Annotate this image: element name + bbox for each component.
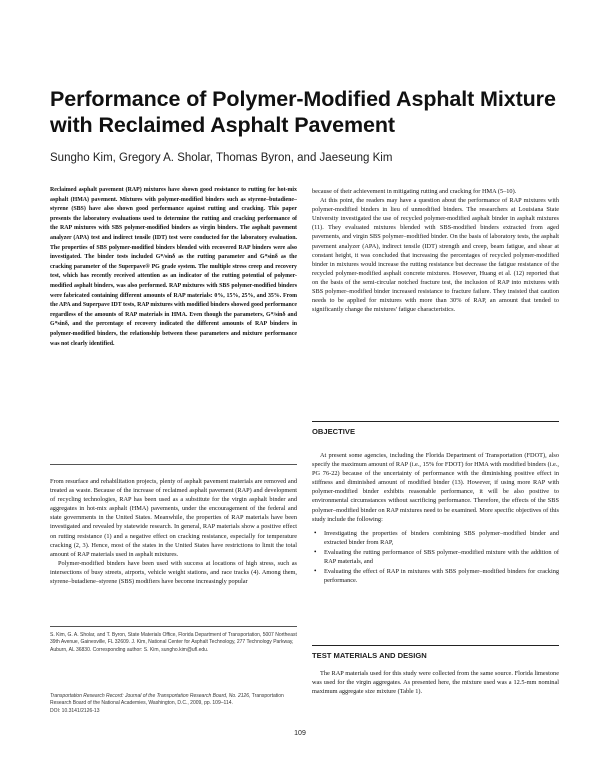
section-heading-objective: OBJECTIVE: [312, 427, 356, 436]
list-item: • Investigating the properties of binders combining SBS polymer–modified binder and extracted binder from RAP,: [314, 528, 559, 546]
objective-section: [312, 451, 559, 585]
body-paragraph: because of their achievement in mitigating rutting and cracking for HMA (5–10).: [312, 188, 517, 195]
left-column-body: [50, 477, 297, 586]
publication-info: [50, 693, 297, 715]
doi: DOI: 10.3141/2126-13: [50, 707, 100, 714]
test-materials-section: [312, 669, 559, 696]
section-rule: [312, 645, 559, 646]
abstract-divider: [50, 464, 297, 465]
right-column-body: [312, 187, 559, 314]
footnote-divider: [50, 626, 297, 627]
publisher-info: Transportation Research Board of the National Academies, Washington, D.C., 2009, pp. 109–114.: [50, 693, 284, 707]
body-paragraph: Polymer-modified binders have been used with success at locations of high stress, such as intersections of busy streets, airports, vehicle weight stations, and race tracks (4). Among them, styrene–butadiene–styrene (SBS) modifiers have become increasingly popular: [50, 559, 297, 586]
page-number: 109: [294, 730, 306, 737]
section-heading-test-materials: TEST MATERIALS AND DESIGN: [312, 651, 427, 660]
list-item: • Evaluating the rutting performance of SBS polymer–modified mixture with the addition of RAP materials, and: [314, 547, 559, 566]
body-paragraph: At this point, the readers may have a question about the performance of RAP mixtures with polymer-modified binders in lieu of unmodified binders. The researchers at Louisiana State University investigated the use of recycled polymer-modified asphalt binder in asphalt mixtures (11). They evaluated mixtures blended with SBS-modified binders extracted from aged pavements, and virgin SBS polymer–modified binder. On the basis of laboratory tests, the asphalt pavement analyzer (APA), indirect tensile (IDT) strength and creep, beam fatigue, and shear at constant height, it was concluded that increasing the percentages of recycled polymer-modified binder in mixtures would increase the rutting resistance but decrease the fatigue resistance of the recycled polymer-modified asphalt concrete mixtures. However, Huang et al. (12) reported that on the basis of the semi-circular notched fracture test, the inclusion of RAP into mixtures with SBS polymer–modified binder increased resistance to fracture failure. They insisted that caution needs to be applied for mixtures with more than 30% of RAP, an amount that tended to significantly change the mixtures' fatigue characteristics.: [312, 197, 559, 314]
bullet-icon: •: [314, 547, 317, 556]
paper-title: Performance of Polymer-Modified Asphalt Mixture with Reclaimed Asphalt Pavement: [50, 87, 556, 137]
section-rule: [312, 421, 559, 422]
list-item: • Evaluating the effect of RAP in mixtures with SBS polymer–modified binders for cracking performance.: [314, 567, 559, 585]
bullet-icon: •: [314, 567, 317, 576]
objective-list: [312, 529, 559, 586]
body-paragraph: At present some agencies, including the Florida Department of Transportation (FDOT), also specify the maximum amount of RAP (i.e., 15% for FDOT) for HMA with modified binders (i.e., PG 76-22) because of the uncertainty of performance with the diminishing positive effect in stiffness and diminished amount of modified binder (13). However, if using more RAP with polymer-modified binder exhibits reasonable performance, it will be also positive to environmental circumstances without sacrificing performance. Therefore, the effects of the SBS polymer–modified binder on RAP mixtures need to be examined. More specific objectives of this study include the following:: [312, 452, 559, 523]
bullet-icon: •: [314, 528, 317, 537]
journal-name: Transportation Research Record: Journal of the Transportation Research Board, No. 2126,: [50, 693, 251, 699]
abstract: Reclaimed asphalt pavement (RAP) mixtures have shown good resistance to rutting for hot-mix asphalt (HMA) pavement. Mixtures with polymer-modified binders such as styrene–butadiene–styrene (SBS) have also shown good performance against rutting and cracking. This paper presents the laboratory evaluations used to determine the rutting and cracking performance of the RAP mixtures with SBS polymer-modified binders as virgin binders. The asphalt pavement analyzer (APA) test and indirect tensile (IDT) test were conducted for the laboratory evaluation. The properties of SBS polymer-modified binders blended with recovered RAP binders were also investigated. The binder tests included G*/sinδ as the rutting parameter and G*sinδ as the cracking parameter of the Superpave® PG grade system. The multiple stress creep and recovery test, which has recently received attention as an indicator of the rutting potential of polymer-modified asphalt binders, was also performed. RAP mixtures with SBS polymer-modified binders were fabricated containing different amounts of RAP materials: 0%, 15%, 25%, and 35%. From the APA and Superpave IDT tests, RAP mixtures with modified binders showed good performance regardless of the amounts of RAP materials in HMA. Even though the parameters, G*/sinδ and G*sinδ, and the percentage of recovery indicated the different amounts of RAP binders in polymer-modified binders, the relationship between these parameters and mixture performance was not clearly identified.: [50, 187, 297, 347]
author-list: Sungho Kim, Gregory A. Sholar, Thomas Byron, and Jaeseung Kim: [50, 152, 393, 164]
body-paragraph: The RAP materials used for this study were collected from the same source. Florida limestone was used for the virgin aggregates. As presented here, the mixture used was a 12.5-mm nominal maximum aggregate size mixture (Table 1).: [312, 670, 559, 696]
body-paragraph: From resurface and rehabilitation projects, plenty of asphalt pavement materials are removed and treated as waste. Because of the increase of reclaimed asphalt pavement (RAP) and development of recycling technologies, RAP has been used as a substitute for the virgin asphalt binder and aggregates in hot-mix asphalt (HMA) pavements, under the encouragement of the federal and state governments in the United States. Meanwhile, the properties of RAP materials have been investigated and revealed by statewide research. In general, RAP materials show a positive effect on rutting resistance (1) and a negative effect on cracking resistance, especially for temperature cracking (2, 3). Hence, most of the states in the United States have restrictions to limit the total amount of RAP materials used in asphalt mixtures.: [50, 478, 297, 558]
author-affiliations: S. Kim, G. A. Sholar, and T. Byron, State Materials Office, Florida Department of Transportation, 5007 Northeast 39th Avenue, Gainesville, FL 32609. J. Kim, National Center for Asphalt Technology, 277 Technology Parkway, Auburn, AL 36830. Corresponding author: S. Kim, sungho.kim@ufl.edu.: [50, 632, 297, 653]
